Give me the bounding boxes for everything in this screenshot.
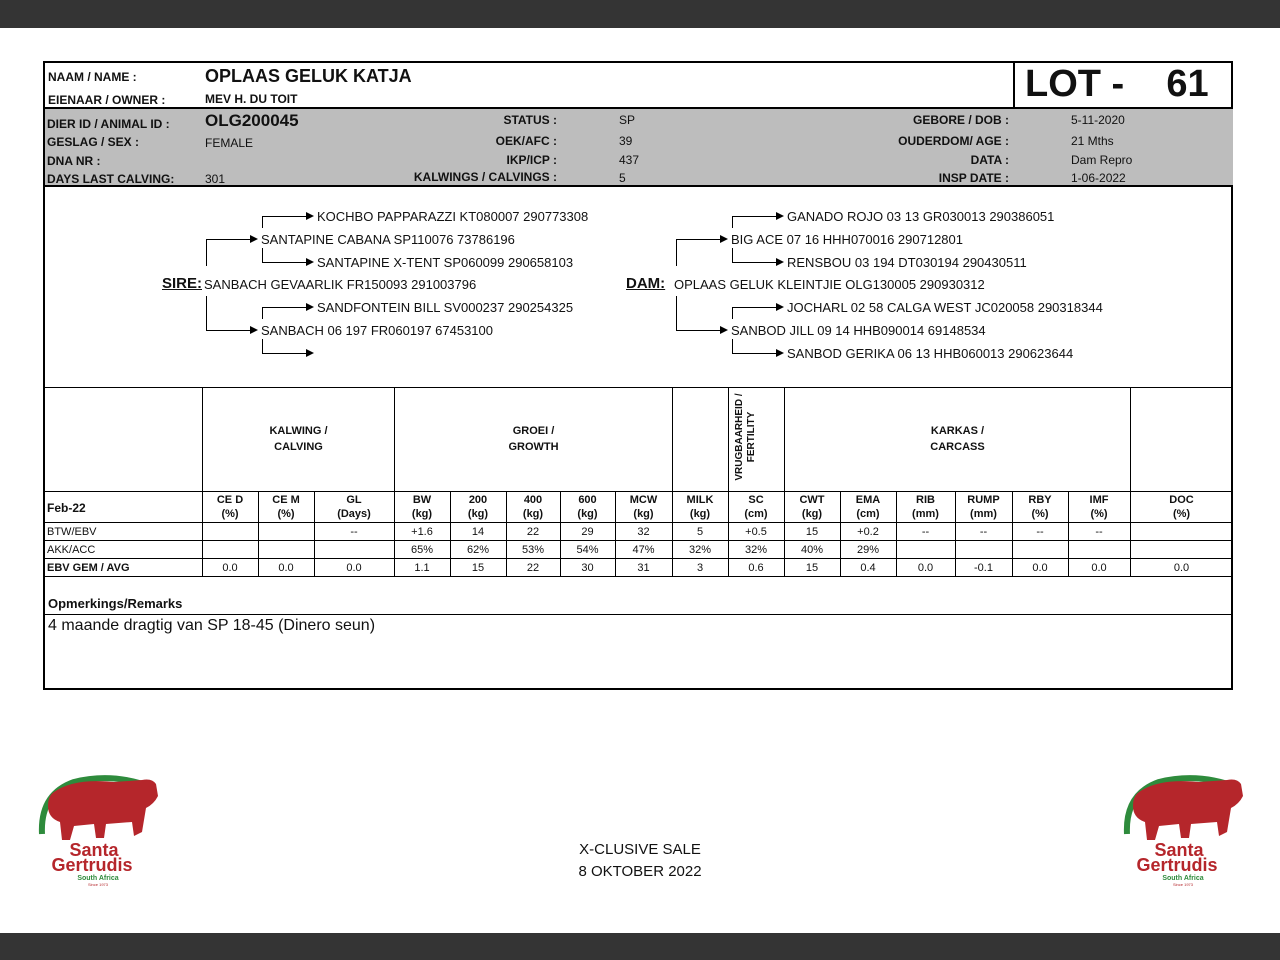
- bottom-bar: [0, 933, 1280, 960]
- column-unit: (kg): [467, 508, 489, 520]
- sire-label: SIRE:: [162, 275, 203, 292]
- arrow-right-icon: [250, 326, 258, 334]
- column-header: [394, 493, 450, 521]
- column-header: [202, 493, 258, 521]
- column-header: [560, 493, 615, 521]
- row-divider: [45, 540, 1233, 541]
- dam-connector-up: [676, 239, 677, 266]
- sd-connector-down: [262, 339, 263, 353]
- arrow-right-icon: [306, 212, 314, 220]
- santa-gertrudis-logo-left: [34, 774, 164, 887]
- owner-label: EIENAAR / OWNER :: [48, 93, 166, 107]
- column-name: 600: [578, 494, 597, 506]
- column-name: RBY: [1028, 494, 1052, 506]
- column-header: [1012, 493, 1068, 521]
- sire-connector-up: [206, 239, 207, 266]
- group-separator: [1130, 387, 1131, 576]
- data-label: DATA :: [970, 153, 1009, 167]
- sire-sire-sire-name: KOCHBO PAPPARAZZI KT080007 290773308: [317, 209, 589, 224]
- dna-label: DNA NR :: [47, 154, 101, 168]
- ss-connector-bottom: [262, 262, 308, 263]
- column-name: RUMP: [967, 494, 1000, 506]
- sire-connector-down: [206, 296, 207, 331]
- table-cell: --: [1095, 526, 1103, 538]
- table-cell: 0.4: [860, 562, 876, 574]
- sire-connector-top: [206, 239, 252, 240]
- row-label-acc: AKK/ACC: [47, 544, 96, 556]
- row-label-avg: EBV GEM / AVG: [47, 562, 130, 574]
- sale-date: 8 OKTOBER 2022: [578, 863, 702, 880]
- bull-logo-icon: [1119, 774, 1249, 887]
- sd-connector-up: [262, 307, 263, 319]
- column-header: [506, 493, 560, 521]
- column-name: SC: [748, 494, 764, 506]
- remarks-label: Opmerkings/Remarks: [48, 596, 183, 611]
- lot-box: [1013, 63, 1233, 107]
- logo-word2: Gertrudis: [1136, 855, 1218, 875]
- dd-connector-up: [732, 307, 733, 319]
- logo-since: Since 1973: [1172, 882, 1194, 887]
- dam-sire-dam-name: RENSBOU 03 194 DT030194 290430511: [787, 255, 1027, 270]
- table-cell: 0.0: [1173, 562, 1190, 574]
- arrow-right-icon: [776, 303, 784, 311]
- period-label: Feb-22: [47, 501, 86, 515]
- column-unit: (mm): [970, 508, 997, 520]
- table-cell: --: [921, 526, 930, 538]
- arrow-right-icon: [776, 212, 784, 220]
- arrow-right-icon: [776, 258, 784, 266]
- dam-dam-dam-name: SANBOD GERIKA 06 13 HHB060013 290623644: [787, 346, 1074, 361]
- sd-connector-bottom: [262, 353, 308, 354]
- group-separator: [202, 387, 203, 576]
- table-cell: 0.0: [222, 562, 238, 574]
- arrow-right-icon: [250, 235, 258, 243]
- table-cell: +1.6: [411, 526, 433, 538]
- top-bar: [0, 0, 1280, 28]
- column-header: [314, 493, 394, 521]
- bull-logo-icon: [34, 774, 164, 887]
- icp-label: IKP/ICP :: [506, 153, 557, 167]
- sire-name: SANBACH GEVAARLIK FR150093 291003796: [204, 277, 477, 292]
- age-label: OUDERDOM/ AGE :: [898, 134, 1009, 148]
- column-name: 400: [523, 494, 543, 506]
- ds-connector-down: [732, 248, 733, 262]
- column-unit: (mm): [912, 508, 939, 520]
- dam-dam-sire-name: JOCHARL 02 58 CALGA WEST JC020058 290318344: [787, 300, 1103, 315]
- column-header: [1130, 493, 1233, 521]
- table-cell: --: [979, 526, 988, 538]
- table-cell: 29%: [856, 544, 880, 556]
- table-cell: 0.0: [917, 562, 934, 574]
- animal-name: OPLAAS GELUK KATJA: [205, 66, 412, 86]
- column-header: [728, 493, 784, 521]
- column-unit: (Days): [337, 508, 371, 520]
- column-unit: (kg): [411, 508, 433, 520]
- lot-number: LOT - 61: [1025, 63, 1209, 105]
- name-label: NAAM / NAME :: [48, 70, 137, 84]
- column-name: IMF: [1089, 494, 1109, 506]
- arrow-right-icon: [776, 349, 784, 357]
- row-label-ebv: BTW/EBV: [47, 526, 97, 538]
- column-name: CE D: [216, 494, 244, 506]
- column-header: [258, 493, 314, 521]
- dam-connector-bottom: [676, 330, 722, 331]
- table-cell: 15: [805, 562, 819, 574]
- animal-card: [43, 61, 1233, 690]
- table-cell: --: [350, 526, 358, 538]
- column-name: EMA: [855, 494, 881, 506]
- ss-connector-top: [262, 216, 308, 217]
- table-cell: 0.0: [278, 562, 294, 574]
- status-value: SP: [619, 113, 636, 127]
- sire-sire-dam-name: SANTAPINE X-TENT SP060099 290658103: [317, 255, 574, 270]
- column-unit: (kg): [522, 508, 544, 520]
- owner-value: MEV H. DU TOIT: [205, 92, 298, 106]
- table-cell: --: [1036, 526, 1044, 538]
- table-cell: 62%: [466, 544, 490, 556]
- table-bottom-border: [45, 576, 1233, 577]
- row-divider: [45, 558, 1233, 559]
- logo-region: South Africa: [1162, 875, 1204, 882]
- dob-value: 5-11-2020: [1071, 113, 1125, 127]
- ss-connector-down: [262, 248, 263, 262]
- table-cell: 15: [471, 562, 485, 574]
- table-cell: 1.1: [414, 562, 430, 574]
- sex-value: FEMALE: [205, 136, 254, 150]
- insp-label: INSP DATE :: [938, 171, 1009, 185]
- sale-name: X-CLUSIVE SALE: [579, 841, 701, 858]
- logo-word2: Gertrudis: [51, 855, 133, 875]
- animal-id-label: DIER ID / ANIMAL ID :: [47, 117, 170, 131]
- column-unit: (kg): [801, 508, 823, 520]
- logo-region: South Africa: [77, 875, 119, 882]
- age-value: 21 Mths: [1071, 134, 1114, 148]
- dam-sire-name: BIG ACE 07 16 HHH070016 290712801: [731, 232, 964, 247]
- arrow-right-icon: [720, 326, 728, 334]
- ds-connector-bottom: [732, 262, 778, 263]
- table-cell: 15: [805, 526, 819, 538]
- days-label: DAYS LAST CALVING:: [47, 172, 175, 186]
- table-cell: 32%: [744, 544, 768, 556]
- sire-dam-name: SANBACH 06 197 FR060197 67453100: [261, 323, 493, 338]
- sex-label: GESLAG / SEX :: [47, 135, 140, 149]
- sd-connector-top: [262, 307, 308, 308]
- ds-connector-top: [732, 216, 778, 217]
- santa-gertrudis-logo-right: [1119, 774, 1249, 887]
- table-cell: 29: [581, 526, 594, 538]
- column-name: CWT: [799, 494, 825, 506]
- remarks-divider: [45, 614, 1233, 615]
- column-unit: (cm): [744, 508, 768, 520]
- sire-dam-sire-name: SANDFONTEIN BILL SV000237 290254325: [317, 300, 574, 315]
- dam-connector-top: [676, 239, 722, 240]
- column-unit: (kg): [633, 508, 654, 520]
- dd-connector-bottom: [732, 353, 778, 354]
- insp-value: 1-06-2022: [1071, 171, 1126, 185]
- sire-sire-name: SANTAPINE CABANA SP110076 73786196: [261, 232, 515, 247]
- table-cell: 22: [526, 562, 540, 574]
- table-cell: +0.2: [857, 526, 879, 538]
- column-unit: (%): [1031, 508, 1049, 520]
- days-value: 301: [205, 172, 226, 186]
- dd-connector-top: [732, 307, 778, 308]
- table-cell: 65%: [410, 544, 434, 556]
- dam-connector-down: [676, 296, 677, 331]
- table-top-border: [45, 387, 1233, 388]
- row-divider: [45, 522, 1233, 523]
- table-cell: 14: [471, 526, 485, 538]
- info-band: [45, 107, 1233, 187]
- remarks-text: 4 maande dragtig van SP 18-45 (Dinero seun): [48, 617, 376, 634]
- column-header: [784, 493, 840, 521]
- dam-name: OPLAAS GELUK KLEINTJIE OLG130005 290930312: [674, 277, 985, 292]
- table-cell: 22: [526, 526, 540, 538]
- column-header: [1068, 493, 1130, 521]
- dd-connector-down: [732, 339, 733, 353]
- table-cell: -0.1: [974, 562, 993, 574]
- table-cell: 3: [696, 562, 704, 574]
- logo-word1: Santa: [1154, 840, 1204, 860]
- column-name: 200: [468, 494, 488, 506]
- column-header: [672, 493, 728, 521]
- data-value: Dam Repro: [1071, 153, 1133, 167]
- table-cell: 30: [581, 562, 594, 574]
- table-cell: 54%: [576, 544, 599, 556]
- column-name: MILK: [686, 494, 714, 506]
- header-divider: [45, 491, 1233, 492]
- arrow-right-icon: [306, 258, 314, 266]
- dob-label: GEBORE / DOB :: [912, 113, 1009, 127]
- column-name: RIB: [916, 494, 935, 506]
- ss-connector-up: [262, 216, 263, 228]
- dam-label: DAM:: [626, 275, 666, 292]
- arrow-right-icon: [306, 349, 314, 357]
- arrow-right-icon: [306, 303, 314, 311]
- dam-sire-sire-name: GANADO ROJO 03 13 GR030013 290386051: [787, 209, 1055, 224]
- table-cell: 0.6: [748, 562, 764, 574]
- afc-label: OEK/AFC :: [495, 134, 557, 148]
- table-cell: +0.5: [745, 526, 767, 538]
- ds-connector-up: [732, 216, 733, 228]
- column-unit: (%): [221, 508, 239, 520]
- table-cell: 40%: [800, 544, 824, 556]
- column-name: BW: [412, 494, 432, 506]
- table-cell: 31: [637, 562, 650, 574]
- group-fertility: VRUGBAARHEID / FERTILITY: [734, 393, 757, 481]
- group-growth: GROEI / GROWTH: [508, 425, 559, 453]
- calvings-label: KALWINGS / CALVINGS :: [413, 170, 557, 184]
- column-name: CE M: [272, 494, 300, 506]
- table-cell: 5: [696, 526, 704, 538]
- dam-dam-name: SANBOD JILL 09 14 HHB090014 69148534: [731, 323, 986, 338]
- column-unit: (kg): [577, 508, 598, 520]
- column-unit: (%): [1172, 508, 1191, 520]
- afc-value: 39: [619, 134, 633, 148]
- group-carcass: KARKAS / CARCASS: [930, 425, 985, 453]
- column-unit: (kg): [689, 508, 711, 520]
- table-cell: 0.0: [1091, 562, 1107, 574]
- table-cell: 0.0: [1032, 562, 1048, 574]
- column-header: [615, 493, 672, 521]
- column-header: [840, 493, 896, 521]
- table-cell: 53%: [521, 544, 545, 556]
- column-header: [955, 493, 1012, 521]
- logo-since: Since 1973: [87, 882, 109, 887]
- column-header: [896, 493, 955, 521]
- table-cell: 47%: [632, 544, 655, 556]
- column-name: MCW: [629, 494, 658, 506]
- table-cell: 32%: [688, 544, 712, 556]
- status-label: STATUS :: [503, 113, 557, 127]
- calvings-value: 5: [619, 171, 626, 185]
- animal-id-value: OLG200045: [205, 111, 299, 130]
- logo-word1: Santa: [69, 840, 119, 860]
- column-unit: (cm): [856, 508, 880, 520]
- icp-value: 437: [619, 153, 640, 167]
- column-name: GL: [346, 494, 362, 506]
- group-calving: KALWING / CALVING: [269, 425, 328, 453]
- column-name: DOC: [1169, 494, 1194, 506]
- sire-connector-bottom: [206, 330, 252, 331]
- table-cell: 32: [637, 526, 650, 538]
- column-header: [450, 493, 506, 521]
- arrow-right-icon: [720, 235, 728, 243]
- column-unit: (%): [1090, 508, 1108, 520]
- table-cell: 0.0: [346, 562, 362, 574]
- column-unit: (%): [277, 508, 295, 520]
